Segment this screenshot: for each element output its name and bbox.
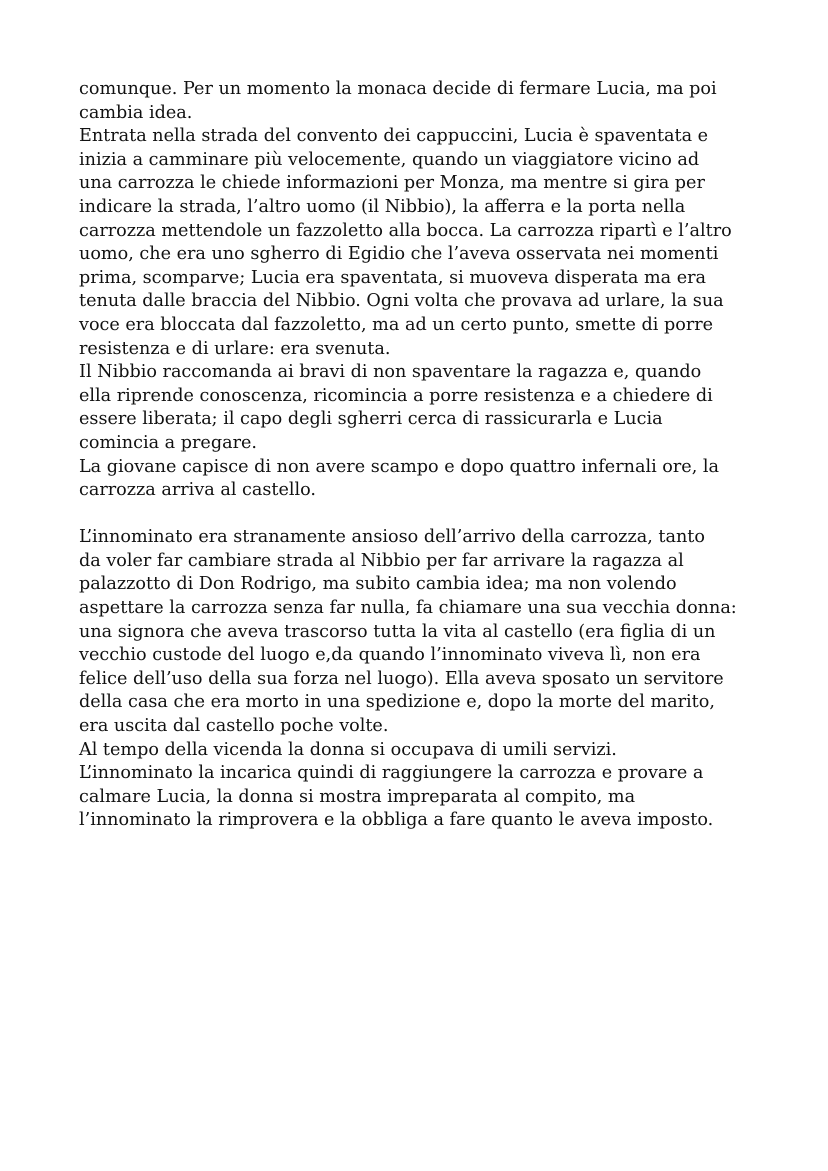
text-line: vecchio custode del luogo e,da quando l’innominato viveva lì, non era: [79, 645, 701, 666]
text-line: prima, scomparve; Lucia era spaventata, si muoveva disperata ma era: [79, 267, 707, 288]
text-line: essere liberata; il capo degli sgherri cerca di rassicurarla e Lucia: [79, 409, 663, 430]
text-line: carrozza mettendole un fazzoletto alla bocca. La carrozza ripartì e l’altro: [79, 220, 732, 241]
text-line: Al tempo della vicenda la donna si occupava di umili servizi.: [79, 739, 617, 760]
text-line: La giovane capisce di non avere scampo e dopo quattro infernali ore, la: [79, 456, 720, 477]
text-line: comincia a pregare.: [79, 432, 257, 453]
text-line: voce era bloccata dal fazzoletto, ma ad un certo punto, smette di porre: [79, 314, 714, 335]
text-line: Entrata nella strada del convento dei cappuccini, Lucia è spaventata e: [79, 126, 709, 147]
text-line: palazzotto di Don Rodrigo, ma subito cambia idea; ma non volendo: [79, 574, 677, 595]
text-line: inizia a camminare più velocemente, quando un viaggiatore vicino ad: [79, 149, 700, 170]
text-line: felice dell’uso della sua forza nel luogo). Ella aveva sposato un servitore: [79, 668, 724, 689]
text-line: aspettare la carrozza senza far nulla, fa chiamare una sua vecchia donna:: [79, 598, 737, 619]
paragraph-spacer: [79, 503, 759, 527]
text-line: da voler far cambiare strada al Nibbio per far arrivare la ragazza al: [79, 550, 684, 571]
text-line: resistenza e di urlare: era svenuta.: [79, 338, 391, 359]
text-line: una carrozza le chiede informazioni per Monza, ma mentre si gira per: [79, 173, 705, 194]
text-line: comunque. Per un momento la monaca decide di fermare Lucia, ma poi: [79, 79, 717, 99]
text-line: era uscita dal castello poche volte.: [79, 716, 389, 737]
text-line: una signora che aveva trascorso tutta la vita al castello (era figlia di un: [79, 621, 716, 642]
document-page: [79, 78, 759, 833]
text-line: L’innominato era stranamente ansioso dell’arrivo della carrozza, tanto: [79, 527, 705, 548]
text-line: calmare Lucia, la donna si mostra impreparata al compito, ma: [79, 786, 636, 807]
text-line: indicare la strada, l’altro uomo (il Nibbio), la afferra e la porta nella: [79, 196, 686, 217]
text-line: ella riprende conoscenza, ricomincia a porre resistenza e a chiedere di: [79, 385, 713, 406]
text-line: carrozza arriva al castello.: [79, 480, 317, 501]
text-line: tenuta dalle braccia del Nibbio. Ogni volta che provava ad urlare, la sua: [79, 291, 724, 312]
text-line: della casa che era morto in una spedizione e, dopo la morte del marito,: [79, 692, 715, 713]
text-line: cambia idea.: [79, 102, 193, 123]
text-line: Il Nibbio raccomanda ai bravi di non spaventare la ragazza e, quando: [79, 362, 702, 383]
text-line: L’innominato la incarica quindi di raggiungere la carrozza e provare a: [79, 763, 704, 784]
text-line: uomo, che era uno sgherro di Egidio che l’aveva osservata nei momenti: [79, 244, 719, 265]
text-line: l’innominato la rimprovera e la obbliga a fare quanto le aveva imposto.: [79, 810, 714, 831]
